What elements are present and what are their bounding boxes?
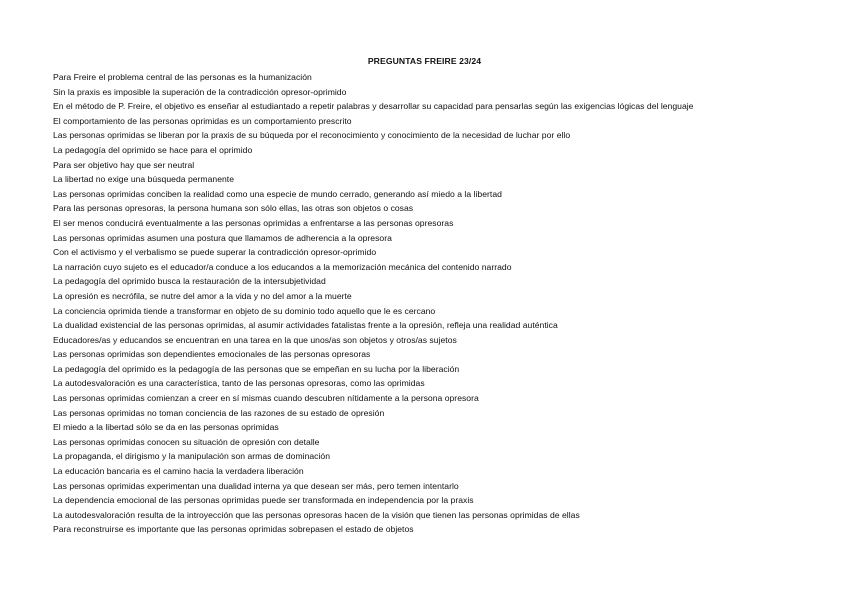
- statement-line: Las personas oprimidas conocen su situación de opresión con detalle: [53, 436, 320, 447]
- statement-line: Sin la praxis es imposible la superación de la contradicción opresor-oprimido: [53, 86, 347, 97]
- statement-line: La libertad no exige una búsqueda permanente: [53, 174, 235, 185]
- statement-line: Las personas oprimidas asumen una postura que llamamos de adherencia a la opresora: [53, 232, 392, 243]
- statement-line: Para las personas opresoras, la persona humana son sólo ellas, las otras son objetos o cosas: [53, 203, 414, 214]
- statement-line: Las personas oprimidas comienzan a creer en sí mismas cuando descubren nítidamente a la persona opresora: [53, 393, 479, 404]
- statement-line: Para reconstruirse es importante que las personas oprimidas sobrepasen el estado de objetos: [53, 524, 414, 535]
- document-title-text: PREGUNTAS FREIRE 23/24: [367, 56, 482, 66]
- statement-line: Las personas oprimidas experimentan una dualidad interna ya que desean ser más, pero temen intentarlo: [53, 480, 459, 491]
- document-title: [0, 56, 848, 66]
- statement-line: La pedagogía del oprimido busca la restauración de la intersubjetividad: [53, 276, 326, 287]
- statement-line: Las personas oprimidas conciben la realidad como una especie de mundo cerrado, generando así miedo a la libertad: [53, 188, 502, 199]
- statement-line: El comportamiento de las personas oprimidas es un comportamiento prescrito: [53, 115, 352, 126]
- statement-line: En el método de P. Freire, el objetivo es enseñar al estudiantado a repetir palabras y desarrollar su capacidad para pensarlas según las exigencias lógicas del lenguaje: [53, 101, 694, 112]
- statement-list: [53, 70, 693, 537]
- statement-line: La dualidad existencial de las personas oprimidas, al asumir actividades fatalistas frente a la opresión, refleja una realidad auténtica: [53, 320, 558, 331]
- statement-line: La conciencia oprimida tiende a transformar en objeto de su dominio todo aquello que le es cercano: [53, 305, 436, 316]
- statement-line: Educadores/as y educandos se encuentran en una tarea en la que unos/as son objetos y otros/as sujetos: [53, 334, 457, 345]
- statement-line: Con el activismo y el verbalismo se puede superar la contradicción opresor-oprimido: [53, 247, 377, 258]
- statement-line: La pedagogía del oprimido es la pedagogía de las personas que se empeñan en su lucha por la liberación: [53, 363, 460, 374]
- statement-line: La narración cuyo sujeto es el educador/a conduce a los educandos a la memorización mecánica del contenido narrado: [53, 261, 512, 272]
- statement-line: La opresión es necrófila, se nutre del amor a la vida y no del amor a la muerte: [53, 290, 352, 301]
- statement-line: El miedo a la libertad sólo se da en las personas oprimidas: [53, 422, 279, 433]
- statement-line: La propaganda, el dirigismo y la manipulación son armas de dominación: [53, 451, 331, 462]
- statement-line: La dependencia emocional de las personas oprimidas puede ser transformada en independencia por la praxis: [53, 495, 474, 506]
- statement-line: La autodesvaloración resulta de la introyección que las personas opresoras hacen de la visión que tienen las personas oprimidas de ellas: [53, 509, 580, 520]
- statement-line: Las personas oprimidas son dependientes emocionales de las personas opresoras: [53, 349, 371, 360]
- statement-line: La autodesvaloración es una característica, tanto de las personas opresoras, como las oprimidas: [53, 378, 425, 389]
- statement-line: El ser menos conducirá eventualmente a las personas oprimidas a enfrentarse a las personas opresoras: [53, 217, 454, 228]
- statement-line: Para ser objetivo hay que ser neutral: [53, 159, 195, 170]
- statement-line: Las personas oprimidas se liberan por la praxis de su búqueda por el reconocimiento y conocimiento de la necesidad de luchar por ello: [53, 130, 571, 141]
- statement-line: La educación bancaria es el camino hacia la verdadera liberación: [53, 466, 304, 477]
- statement-line: Para Freire el problema central de las personas es la humanización: [53, 72, 312, 82]
- statement-line: Las personas oprimidas no toman conciencia de las razones de su estado de opresión: [53, 407, 385, 418]
- statement-line: La pedagogía del oprimido se hace para el oprimido: [53, 144, 253, 155]
